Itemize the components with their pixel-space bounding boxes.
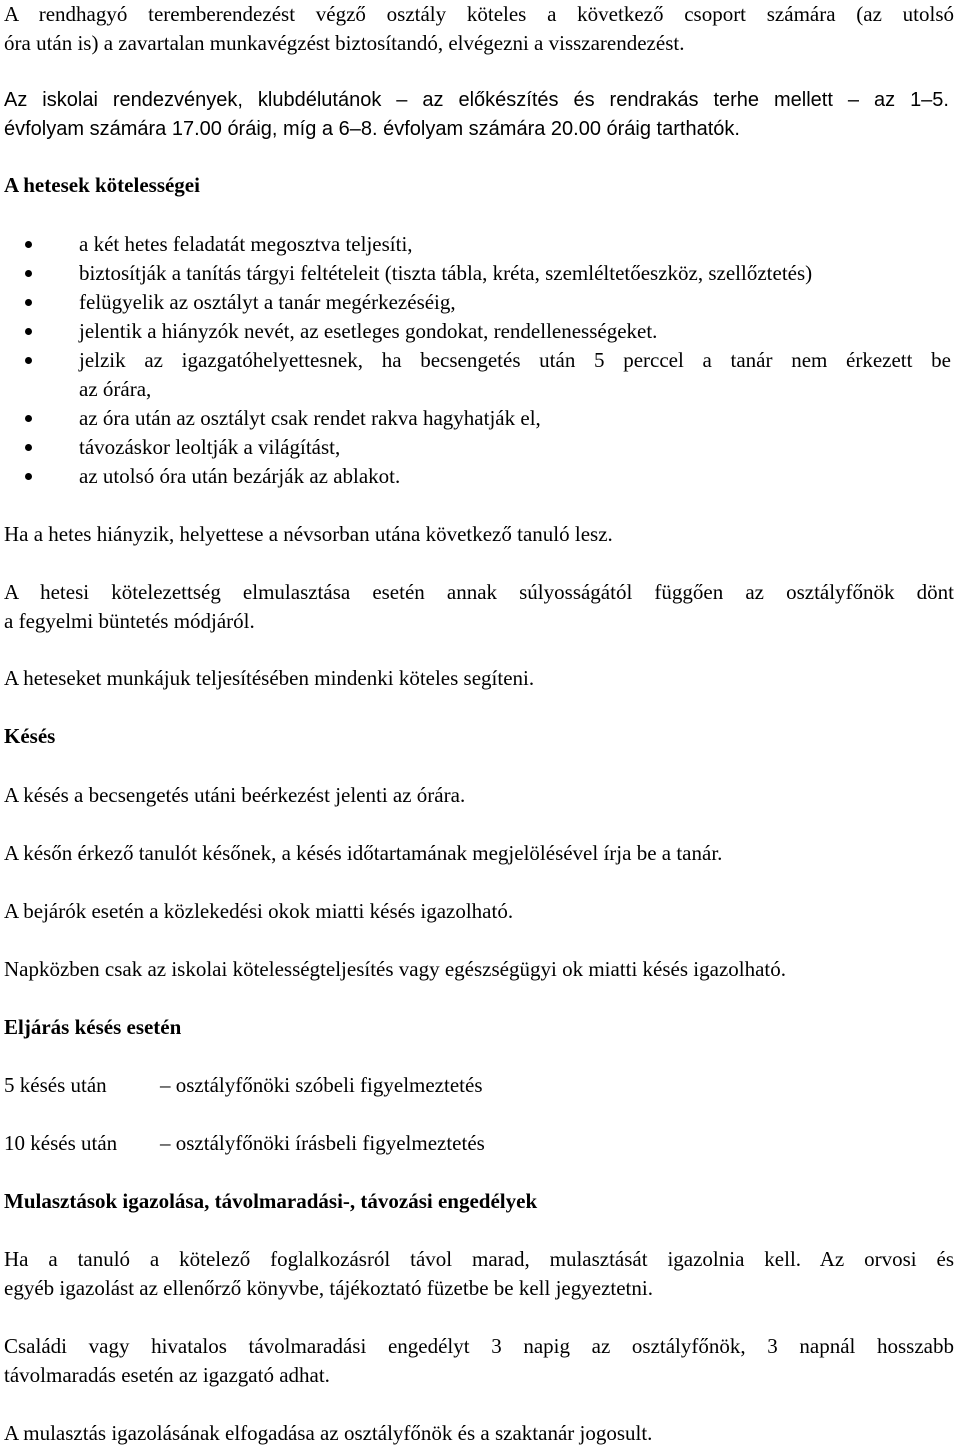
bullet-icon: [25, 270, 32, 277]
section-heading-keses: Késés: [4, 724, 56, 748]
paragraph-mulasztas-line-2: a fegyelmi büntetés módjáról.: [4, 609, 255, 633]
eljaras-action: – osztályfőnöki szóbeli figyelmeztetés: [160, 1073, 483, 1097]
bullet-icon: [25, 473, 32, 480]
paragraph-mulasztas-line-1: A hetesi kötelezettség elmulasztása esetén annak súlyosságától függően az osztályfőnök dönt: [4, 580, 954, 604]
paragraph-tavolmaradas-line-2: távolmaradás esetén az igazgató adhat.: [4, 1363, 330, 1387]
paragraph-keses-4: Napközben csak az iskolai kötelességteljesítés vagy egészségügyi ok miatti késés igazolható.: [4, 957, 787, 981]
intro-paragraph-2-line-1: Az iskolai rendezvények, klubdélutánok – az előkészítés és rendrakás terhe mellett – az 1–5.: [4, 89, 949, 111]
bullet-icon: [25, 444, 32, 451]
list-item: biztosítják a tanítás tárgyi feltételeit (tiszta tábla, kréta, szemléltetőeszköz, szellőztetés): [79, 261, 813, 285]
paragraph-igazolas-elfogadas: A mulasztás igazolásának elfogadása az osztályfőnök és a szaktanár jogosult.: [4, 1421, 653, 1445]
bullet-icon: [25, 299, 32, 306]
paragraph-segiteni: A heteseket munkájuk teljesítésében mindenki köteles segíteni.: [4, 666, 535, 690]
eljaras-count: 10 késés után: [4, 1131, 118, 1155]
bullet-icon: [25, 357, 32, 364]
paragraph-keses-3: A bejárók esetén a közlekedési okok miatti késés igazolható.: [4, 899, 514, 923]
paragraph-keses-2: A későn érkező tanulót későnek, a késés időtartamának megjelölésével írja be a tanár.: [4, 841, 723, 865]
list-item: a két hetes feladatát megosztva teljesíti,: [79, 232, 413, 256]
paragraph-keses-1: A késés a becsengetés utáni beérkezést jelenti az órára.: [4, 783, 466, 807]
list-item: az utolsó óra után bezárják az ablakot.: [79, 464, 401, 488]
list-item: felügyelik az osztályt a tanár megérkezéséig,: [79, 290, 456, 314]
list-item: távozáskor leoltják a világítást,: [79, 435, 341, 459]
paragraph-tavolmaradas-line-1: Családi vagy hivatalos távolmaradási engedélyt 3 napig az osztályfőnök, 3 napnál hosszabb: [4, 1334, 954, 1358]
bullet-icon: [25, 241, 32, 248]
section-heading-eljaras: Eljárás késés esetén: [4, 1015, 182, 1039]
section-heading-hetesek: A hetesek kötelességei: [4, 173, 200, 197]
intro-paragraph-2-line-2: évfolyam számára 17.00 óráig, míg a 6–8. évfolyam számára 20.00 óráig tarthatók.: [4, 118, 740, 140]
list-item: jelzik az igazgatóhelyettesnek, ha becsengetés után 5 perccel a tanár nem érkezett be: [79, 348, 951, 372]
list-item-continuation: az órára,: [79, 377, 152, 401]
intro-paragraph-1-line-1: A rendhagyó teremberendezést végző osztály köteles a következő csoport számára (az utolsó: [4, 2, 954, 26]
paragraph-mulasztas-igazolas-line-2: egyéb igazolást az ellenőrző könyvbe, tájékoztató füzetbe be kell jegyeztetni.: [4, 1276, 653, 1300]
bullet-icon: [25, 415, 32, 422]
paragraph-mulasztas-igazolas-line-1: Ha a tanuló a kötelező foglalkozásról távol marad, mulasztását igazolnia kell. Az orvosi és: [4, 1247, 954, 1271]
eljaras-action: – osztályfőnöki írásbeli figyelmeztetés: [160, 1131, 485, 1155]
intro-paragraph-1-line-2: óra után is) a zavartalan munkavégzést biztosítandó, elvégezni a visszarendezést.: [4, 31, 685, 55]
section-heading-mulasztasok: Mulasztások igazolása, távolmaradási-, távozási engedélyek: [4, 1189, 538, 1213]
paragraph-hetes-hianyzik: Ha a hetes hiányzik, helyettese a névsorban utána következő tanuló lesz.: [4, 522, 613, 546]
eljaras-count: 5 késés után: [4, 1073, 107, 1097]
list-item: az óra után az osztályt csak rendet rakva hagyhatják el,: [79, 406, 541, 430]
list-item: jelentik a hiányzók nevét, az esetleges gondokat, rendellenességeket.: [79, 319, 658, 343]
bullet-icon: [25, 328, 32, 335]
